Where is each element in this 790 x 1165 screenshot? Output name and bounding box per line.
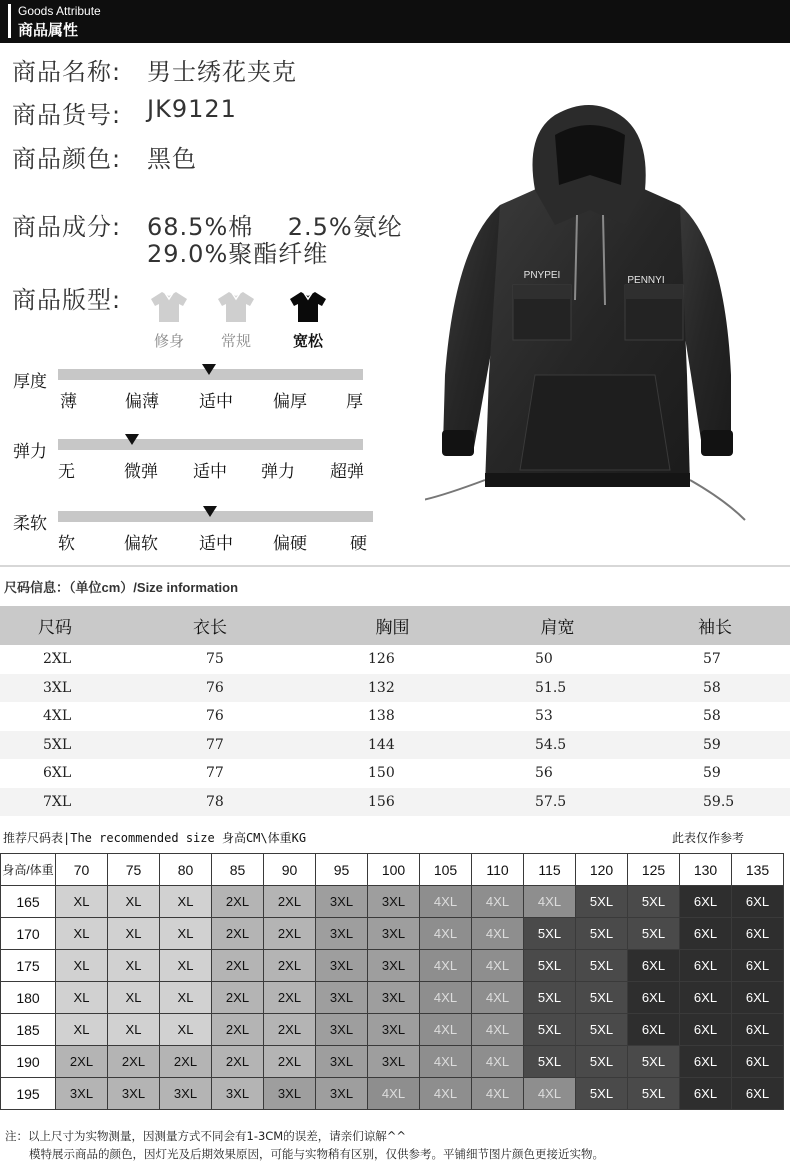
recommend-cell: 6XL bbox=[628, 982, 680, 1014]
recommend-cell: 5XL bbox=[576, 1078, 628, 1110]
recommend-cell: 2XL bbox=[264, 982, 316, 1014]
recommend-cell: 5XL bbox=[628, 918, 680, 950]
recommend-row bbox=[1, 1014, 784, 1046]
section-header bbox=[0, 0, 790, 43]
recommend-cell: 5XL bbox=[628, 1046, 680, 1078]
recommend-cell: 6XL bbox=[680, 1046, 732, 1078]
size-cell: 77 bbox=[110, 731, 310, 760]
recommend-cell: 5XL bbox=[524, 950, 576, 982]
recommend-cell: 4XL bbox=[524, 1078, 576, 1110]
fit-regular bbox=[211, 290, 261, 351]
size-row bbox=[0, 645, 790, 674]
recommend-cell: 5XL bbox=[576, 1046, 628, 1078]
scale-label: 适中 bbox=[199, 534, 233, 554]
scale-marker-icon bbox=[202, 364, 216, 375]
fit-regular-label: 常规 bbox=[220, 332, 251, 350]
recommend-corner: 身高/体重 bbox=[1, 854, 56, 886]
tshirt-icon bbox=[216, 290, 256, 324]
recommend-cell: 3XL bbox=[108, 1078, 160, 1110]
size-cell: 132 bbox=[310, 674, 475, 703]
recommend-cell: 5XL bbox=[576, 982, 628, 1014]
recommend-row bbox=[1, 886, 784, 918]
recommend-cell: 2XL bbox=[212, 918, 264, 950]
scale-marker-icon bbox=[203, 506, 217, 517]
scale-label: 适中 bbox=[193, 462, 227, 482]
height-header: 165 bbox=[1, 886, 56, 918]
recommend-cell: 6XL bbox=[680, 950, 732, 982]
recommend-cell: 5XL bbox=[576, 918, 628, 950]
size-col-header: 衣长 bbox=[110, 606, 310, 645]
recommend-cell: 5XL bbox=[524, 918, 576, 950]
size-info-title: 尺码信息：（单位cm）/Size information bbox=[4, 580, 239, 595]
size-cell: 4XL bbox=[43, 708, 72, 725]
recommend-cell: 6XL bbox=[732, 982, 784, 1014]
recommend-cell: 3XL bbox=[368, 1046, 420, 1078]
size-row bbox=[0, 759, 790, 788]
recommend-cell: 2XL bbox=[56, 1046, 108, 1078]
recommend-cell: 3XL bbox=[316, 886, 368, 918]
recommend-cell: XL bbox=[56, 950, 108, 982]
recommend-cell: XL bbox=[56, 982, 108, 1014]
scale-label: 偏软 bbox=[124, 534, 158, 554]
recommend-cell: 3XL bbox=[56, 1078, 108, 1110]
size-cell: 58 bbox=[703, 708, 721, 725]
recommend-cell: XL bbox=[160, 886, 212, 918]
recommend-cell: XL bbox=[160, 950, 212, 982]
recommend-cell: 4XL bbox=[472, 982, 524, 1014]
recommend-cell: 4XL bbox=[420, 950, 472, 982]
weight-header: 70 bbox=[56, 854, 108, 886]
recommend-cell: 6XL bbox=[732, 1046, 784, 1078]
attr-fit bbox=[12, 280, 121, 315]
recommend-cell: 6XL bbox=[680, 982, 732, 1014]
recommend-cell: XL bbox=[108, 886, 160, 918]
size-cell: 59 bbox=[640, 731, 790, 760]
size-table bbox=[0, 606, 790, 816]
weight-header: 95 bbox=[316, 854, 368, 886]
recommend-row bbox=[1, 982, 784, 1014]
recommend-header-row bbox=[1, 854, 784, 886]
recommend-cell: 6XL bbox=[732, 1078, 784, 1110]
height-header: 170 bbox=[1, 918, 56, 950]
tshirt-icon bbox=[288, 290, 328, 324]
recommend-cell: 6XL bbox=[732, 918, 784, 950]
recommend-cell: 4XL bbox=[420, 1078, 472, 1110]
recommend-cell: 6XL bbox=[680, 1078, 732, 1110]
chest-print-right: PENNYI bbox=[627, 275, 665, 286]
size-cell: 126 bbox=[368, 651, 395, 668]
size-col-header: 袖长 bbox=[640, 606, 790, 645]
size-cell: 57 bbox=[703, 651, 721, 668]
header-title-en: Goods Attribute bbox=[18, 4, 101, 18]
size-cell: 77 bbox=[206, 765, 224, 782]
recommend-row bbox=[1, 918, 784, 950]
recommend-cell: XL bbox=[108, 1014, 160, 1046]
recommend-note: 此表仅作参考 bbox=[672, 831, 745, 845]
recommend-cell: XL bbox=[108, 950, 160, 982]
size-cell: 2XL bbox=[43, 651, 72, 668]
recommend-row bbox=[1, 1046, 784, 1078]
size-table-header bbox=[0, 606, 790, 645]
scale-label: 偏厚 bbox=[273, 392, 307, 412]
weight-header: 85 bbox=[212, 854, 264, 886]
recommend-cell: 3XL bbox=[368, 886, 420, 918]
size-cell: 54.5 bbox=[475, 731, 640, 760]
recommend-row bbox=[1, 1078, 784, 1110]
recommend-row bbox=[1, 950, 784, 982]
recommend-cell: 2XL bbox=[264, 1046, 316, 1078]
scale-label: 厚 bbox=[346, 392, 363, 412]
recommend-cell: 6XL bbox=[680, 918, 732, 950]
scale-label: 无 bbox=[58, 462, 75, 482]
scale-label: 微弹 bbox=[124, 462, 158, 482]
weight-header: 115 bbox=[524, 854, 576, 886]
recommend-cell: XL bbox=[160, 982, 212, 1014]
scale-bar bbox=[58, 439, 363, 450]
attr-code-label: 商品货号: bbox=[12, 101, 122, 129]
size-cell: 59.5 bbox=[640, 788, 790, 817]
recommend-cell: 2XL bbox=[264, 918, 316, 950]
recommend-cell: 2XL bbox=[264, 886, 316, 918]
size-row bbox=[0, 702, 790, 731]
recommend-cell: 4XL bbox=[420, 1046, 472, 1078]
scale-label: 偏薄 bbox=[125, 392, 159, 412]
recommend-cell: 5XL bbox=[628, 1078, 680, 1110]
recommend-cell: 2XL bbox=[212, 982, 264, 1014]
note-line-2: 模特展示商品的颜色，因灯光及后期效果原因，可能与实物稍有区别，仅供参考。平铺细节图片颜色更接近实物。 bbox=[29, 1147, 604, 1161]
recommend-cell: XL bbox=[108, 982, 160, 1014]
size-cell: 56 bbox=[535, 765, 553, 782]
recommend-cell: 2XL bbox=[212, 1014, 264, 1046]
recommend-cell: 3XL bbox=[316, 982, 368, 1014]
recommend-cell: 3XL bbox=[316, 918, 368, 950]
recommend-cell: 4XL bbox=[420, 982, 472, 1014]
attr-comp-line1: 68.5%棉 2.5%氨纶 bbox=[147, 213, 403, 241]
chest-print-left: PNYPEI bbox=[523, 270, 561, 281]
scale-label: 硬 bbox=[350, 534, 367, 554]
recommend-cell: 2XL bbox=[264, 950, 316, 982]
recommend-cell: 3XL bbox=[368, 1014, 420, 1046]
recommend-cell: 2XL bbox=[212, 886, 264, 918]
attr-color-label: 商品颜色: bbox=[12, 145, 122, 173]
size-col-header: 胸围 bbox=[310, 606, 475, 645]
recommend-cell: 2XL bbox=[108, 1046, 160, 1078]
recommend-title: 推荐尺码表|The recommended size 身高CM\体重KG bbox=[3, 831, 307, 845]
recommend-cell: 5XL bbox=[524, 1014, 576, 1046]
recommend-cell: 3XL bbox=[368, 918, 420, 950]
recommend-cell: 2XL bbox=[212, 950, 264, 982]
size-cell: 58 bbox=[640, 674, 790, 703]
size-cell: 53 bbox=[535, 708, 553, 725]
attr-comp-label: 商品成分: bbox=[12, 213, 122, 241]
scale-label: 超弹 bbox=[330, 462, 364, 482]
scale-label: 弹力 bbox=[261, 462, 295, 482]
recommend-cell: 3XL bbox=[316, 950, 368, 982]
recommend-cell: 4XL bbox=[420, 1014, 472, 1046]
weight-header: 135 bbox=[732, 854, 784, 886]
section-divider bbox=[0, 565, 790, 567]
weight-header: 130 bbox=[680, 854, 732, 886]
recommend-cell: 3XL bbox=[316, 1078, 368, 1110]
size-cell: 138 bbox=[368, 708, 395, 725]
recommend-cell: 3XL bbox=[316, 1046, 368, 1078]
recommend-cell: 4XL bbox=[472, 950, 524, 982]
recommend-cell: 4XL bbox=[420, 886, 472, 918]
recommend-cell: 5XL bbox=[524, 1046, 576, 1078]
size-col-header: 尺码 bbox=[0, 606, 110, 645]
weight-header: 120 bbox=[576, 854, 628, 886]
recommend-cell: 5XL bbox=[524, 982, 576, 1014]
weight-header: 80 bbox=[160, 854, 212, 886]
recommend-cell: 3XL bbox=[316, 1014, 368, 1046]
recommend-cell: 4XL bbox=[472, 1014, 524, 1046]
recommend-cell: 4XL bbox=[472, 886, 524, 918]
size-cell: 50 bbox=[535, 651, 553, 668]
size-cell: 144 bbox=[310, 731, 475, 760]
recommend-cell: 2XL bbox=[212, 1046, 264, 1078]
weight-header: 90 bbox=[264, 854, 316, 886]
header-title-cn: 商品属性 bbox=[18, 21, 79, 39]
scale-label: 偏硬 bbox=[273, 534, 307, 554]
scale-label: 适中 bbox=[199, 392, 233, 412]
size-cell: 75 bbox=[206, 651, 224, 668]
recommend-cell: 3XL bbox=[160, 1078, 212, 1110]
recommend-cell: 4XL bbox=[368, 1078, 420, 1110]
size-row bbox=[0, 731, 790, 760]
attr-name-value: 男士绣花夹克 bbox=[147, 58, 297, 86]
recommend-cell: 3XL bbox=[368, 982, 420, 1014]
scale-label: 薄 bbox=[60, 392, 77, 412]
attr-composition bbox=[12, 207, 403, 242]
recommend-cell: 6XL bbox=[680, 1014, 732, 1046]
weight-header: 100 bbox=[368, 854, 420, 886]
height-header: 195 bbox=[1, 1078, 56, 1110]
height-header: 180 bbox=[1, 982, 56, 1014]
size-cell: 150 bbox=[368, 765, 395, 782]
size-cell: 76 bbox=[206, 708, 224, 725]
scale-name: 柔软 bbox=[13, 514, 47, 534]
recommend-cell: 4XL bbox=[472, 1078, 524, 1110]
height-header: 190 bbox=[1, 1046, 56, 1078]
recommend-cell: 6XL bbox=[732, 1014, 784, 1046]
attr-color-value: 黑色 bbox=[147, 145, 197, 173]
fit-slim bbox=[144, 290, 194, 351]
size-cell: 7XL bbox=[0, 788, 110, 817]
recommend-cell: 6XL bbox=[732, 950, 784, 982]
weight-header: 110 bbox=[472, 854, 524, 886]
scale-name: 厚度 bbox=[13, 372, 47, 392]
size-cell: 156 bbox=[310, 788, 475, 817]
attr-code bbox=[12, 95, 237, 130]
recommend-cell: XL bbox=[56, 918, 108, 950]
recommend-cell: 6XL bbox=[732, 886, 784, 918]
size-row bbox=[0, 788, 790, 817]
weight-header: 105 bbox=[420, 854, 472, 886]
height-header: 175 bbox=[1, 950, 56, 982]
tshirt-icon bbox=[149, 290, 189, 324]
recommend-cell: 4XL bbox=[420, 918, 472, 950]
recommend-cell: 2XL bbox=[160, 1046, 212, 1078]
recommend-cell: 4XL bbox=[472, 918, 524, 950]
header-accent-bar bbox=[8, 4, 11, 38]
recommend-cell: 5XL bbox=[576, 1014, 628, 1046]
attr-color bbox=[12, 139, 197, 174]
size-cell: 51.5 bbox=[475, 674, 640, 703]
recommend-cell: XL bbox=[108, 918, 160, 950]
size-cell: 59 bbox=[703, 765, 721, 782]
weight-header: 125 bbox=[628, 854, 680, 886]
attr-code-value: JK9121 bbox=[147, 95, 237, 123]
attr-comp-line2: 29.0%聚酯纤维 bbox=[147, 240, 329, 268]
size-cell: 57.5 bbox=[475, 788, 640, 817]
recommend-cell: 6XL bbox=[628, 950, 680, 982]
recommend-cell: XL bbox=[56, 1014, 108, 1046]
attr-name bbox=[12, 52, 297, 87]
fit-loose-label: 宽松 bbox=[292, 332, 323, 350]
scale-marker-icon bbox=[125, 434, 139, 445]
attr-fit-label: 商品版型: bbox=[12, 286, 122, 314]
recommend-table bbox=[0, 853, 784, 1110]
attr-name-label: 商品名称: bbox=[12, 58, 122, 86]
scale-name: 弹力 bbox=[13, 442, 47, 462]
note-line-1: 注：以上尺寸为实物测量，因测量方式不同会有1-3CM的误差，请亲们谅解^^ bbox=[5, 1129, 407, 1143]
recommend-cell: 6XL bbox=[628, 1014, 680, 1046]
recommend-cell: 6XL bbox=[680, 886, 732, 918]
size-cell: 78 bbox=[110, 788, 310, 817]
recommend-cell: 5XL bbox=[576, 950, 628, 982]
fit-loose bbox=[283, 290, 333, 351]
scale-label: 软 bbox=[58, 534, 75, 554]
recommend-cell: 3XL bbox=[264, 1078, 316, 1110]
recommend-cell: XL bbox=[160, 918, 212, 950]
recommend-cell: XL bbox=[56, 886, 108, 918]
size-cell: 3XL bbox=[0, 674, 110, 703]
recommend-cell: 4XL bbox=[472, 1046, 524, 1078]
recommend-cell: 3XL bbox=[368, 950, 420, 982]
height-header: 185 bbox=[1, 1014, 56, 1046]
recommend-cell: 2XL bbox=[264, 1014, 316, 1046]
size-col-header: 肩宽 bbox=[475, 606, 640, 645]
fit-slim-label: 修身 bbox=[153, 332, 184, 350]
recommend-cell: 5XL bbox=[628, 886, 680, 918]
recommend-cell: 3XL bbox=[212, 1078, 264, 1110]
size-cell: 6XL bbox=[43, 765, 72, 782]
size-cell: 5XL bbox=[0, 731, 110, 760]
size-cell: 76 bbox=[110, 674, 310, 703]
size-row bbox=[0, 674, 790, 703]
recommend-cell: 4XL bbox=[524, 886, 576, 918]
recommend-cell: XL bbox=[160, 1014, 212, 1046]
product-photo bbox=[425, 75, 755, 535]
recommend-cell: 5XL bbox=[576, 886, 628, 918]
weight-header: 75 bbox=[108, 854, 160, 886]
